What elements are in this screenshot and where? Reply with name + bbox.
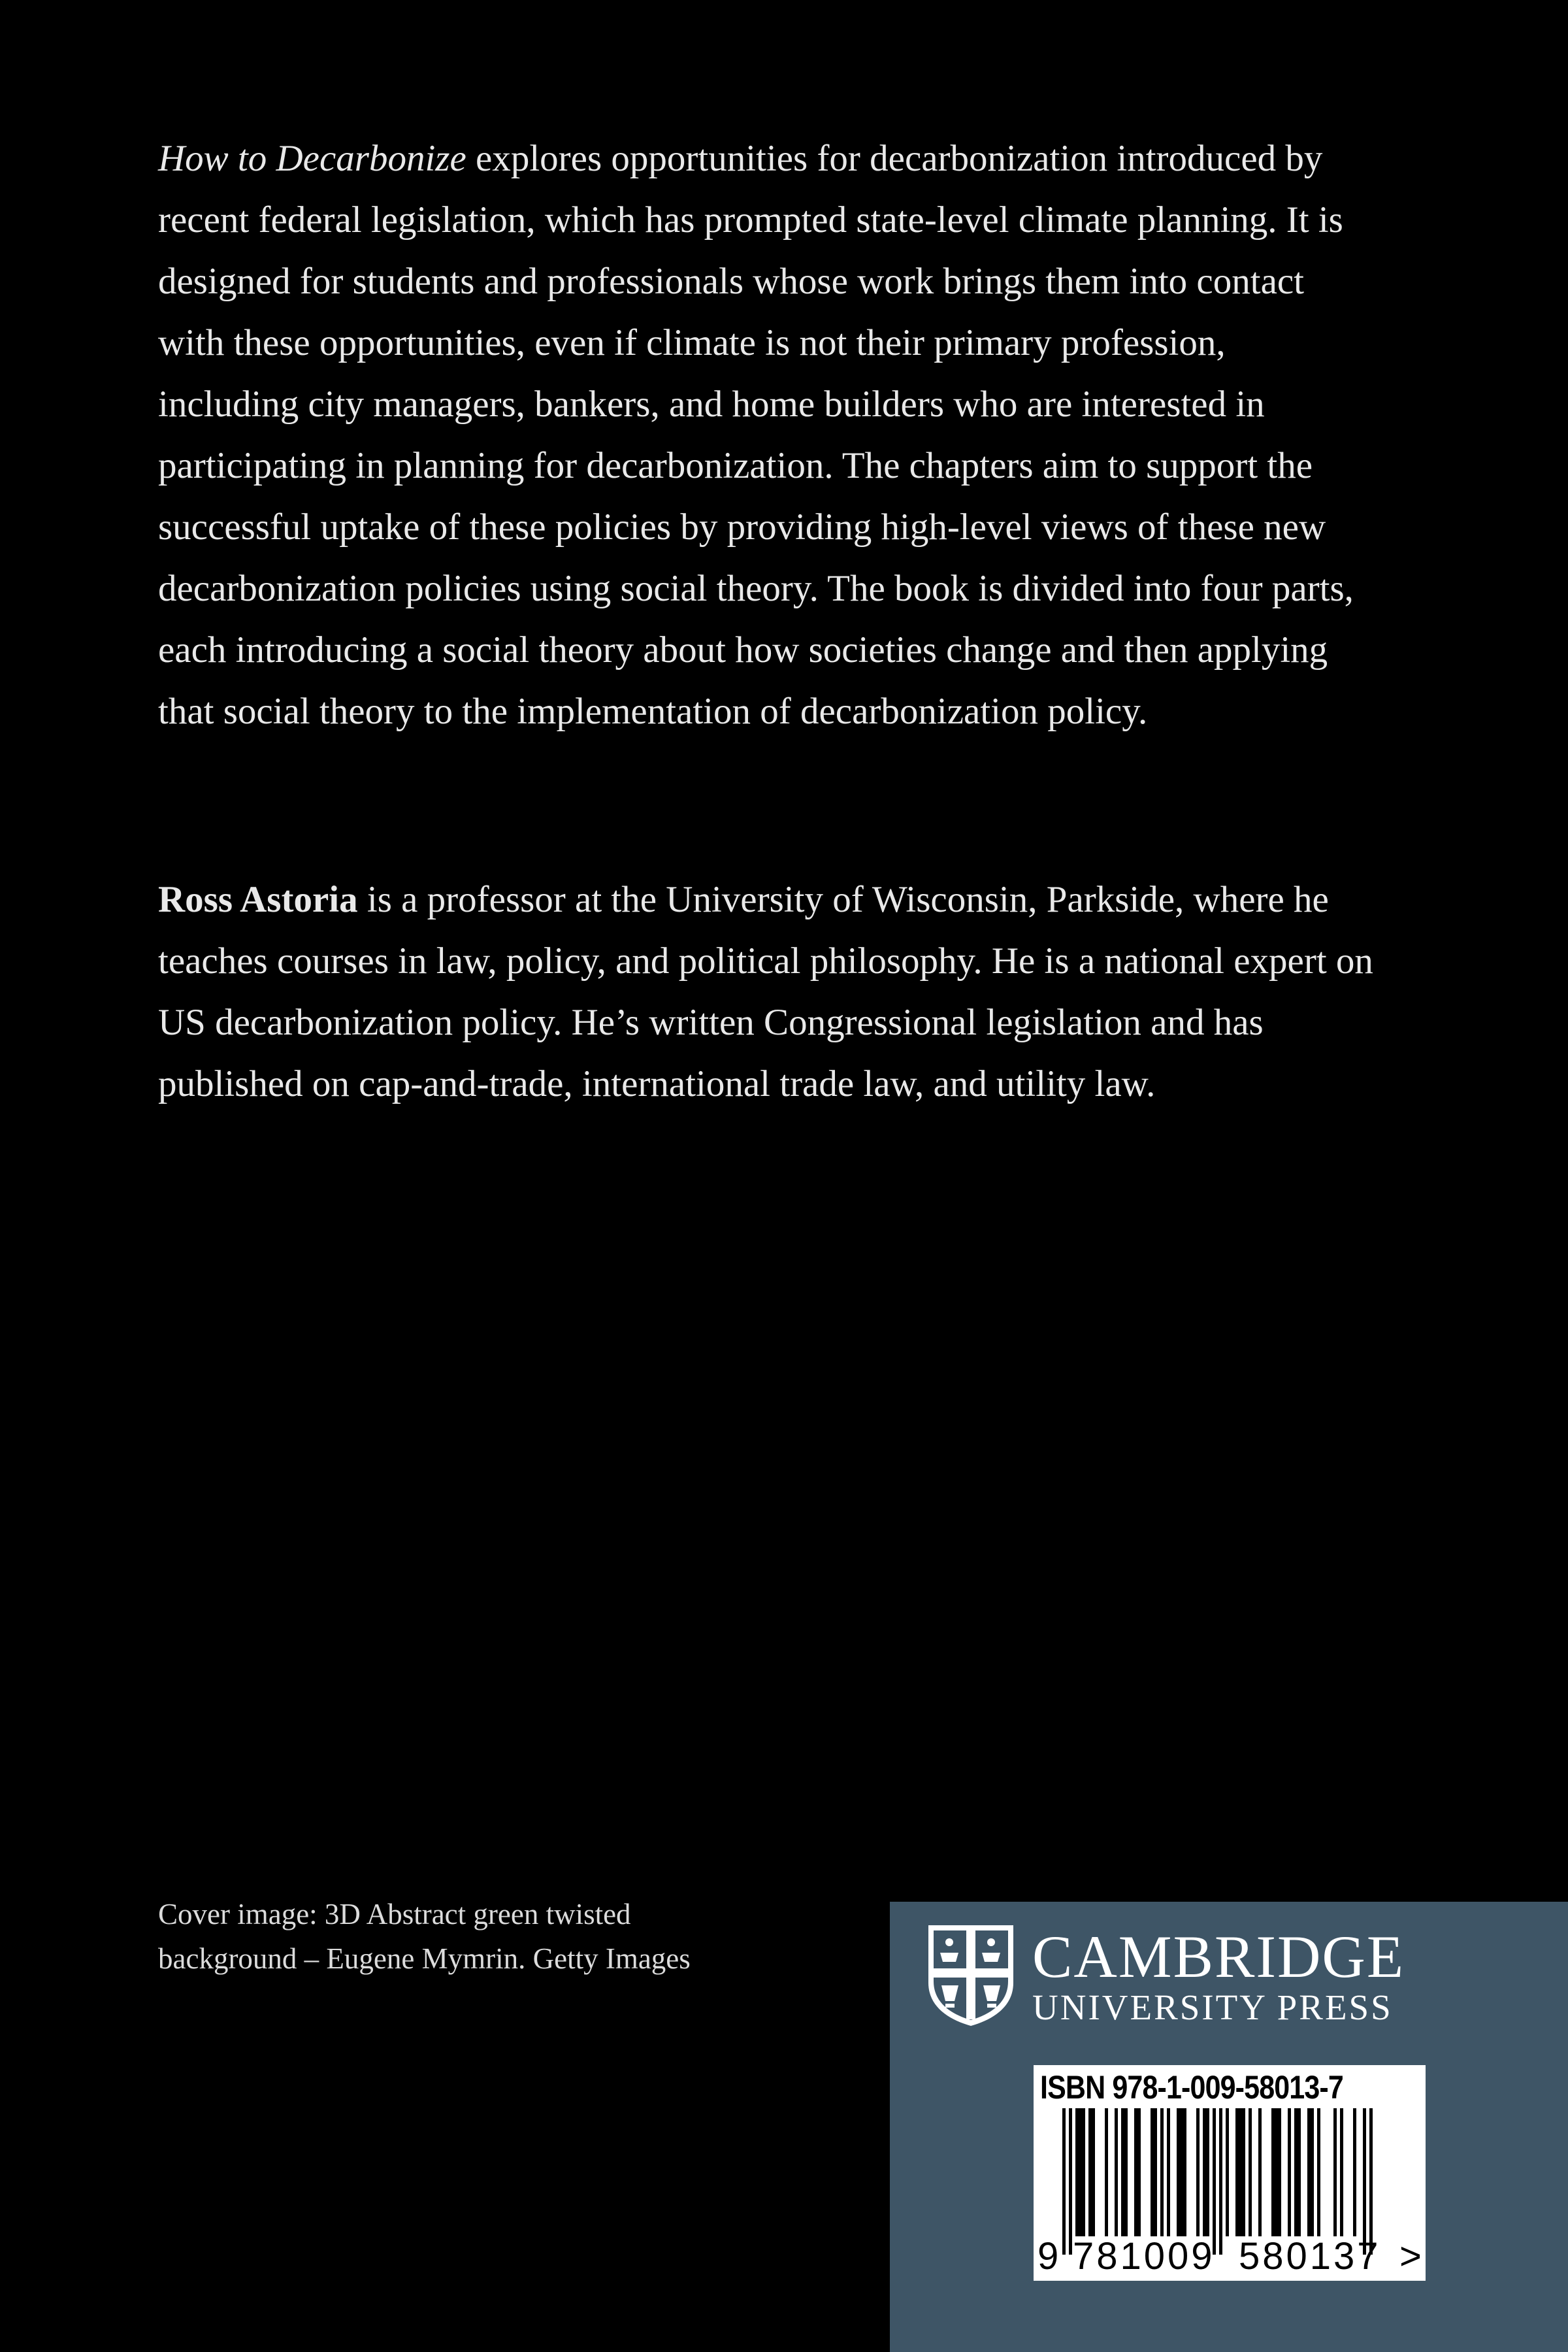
- barcode-bar: [1298, 2108, 1301, 2236]
- barcode-bar: [1307, 2108, 1311, 2236]
- barcode-bar: [1160, 2108, 1164, 2236]
- barcode-bar: [1092, 2108, 1095, 2236]
- credit-line-2: background – Eugene Mymrin. Getty Images: [158, 1942, 691, 1975]
- barcode-digit-first: 9: [1037, 2235, 1059, 2277]
- cambridge-crest-icon: [926, 1923, 1016, 2027]
- barcode-bar: [1242, 2108, 1245, 2236]
- barcode-digits-right: 580137: [1239, 2235, 1381, 2277]
- barcode-bar: [1137, 2108, 1141, 2236]
- barcode-digits-left: 781009: [1073, 2235, 1215, 2277]
- barcode-bar: [1275, 2108, 1278, 2236]
- book-description-text: explores opportunities for decarbonization introduced by recent federal legislation, which has prompted state-level climate planning. It is designed for students and professionals whose work brings them into contact with these opportunities, even if climate is not their primary profession, including city managers, bankers, and home builders who are interested in participating in planning for decarbonization. The chapters aim to support the successful uptake of these policies by providing high-level views of these new decarbonization policies using social theory. The book is divided into four parts, each introducing a social theory about how societies change and then applying that social theory to the implementation of decarbonization policy.: [158, 138, 1354, 732]
- barcode-bar: [1271, 2108, 1275, 2236]
- barcode-bar: [1249, 2108, 1252, 2236]
- barcode-bar: [1177, 2108, 1180, 2236]
- credit-line-1: Cover image: 3D Abstract green twisted: [158, 1898, 631, 1930]
- book-description: [158, 128, 1373, 742]
- barcode-bar: [1340, 2108, 1343, 2236]
- author-bio-text: is a professor at the University of Wisconsin, Parkside, where he teaches courses in law, policy, and political philosophy. He is a national expert on US decarbonization policy. He’s written Congressional legislation and has published on cap-and-trade, international trade law, and utility law.: [158, 879, 1373, 1104]
- barcode-bar: [1235, 2108, 1239, 2236]
- barcode-bar: [1278, 2108, 1281, 2236]
- barcode-bar: [1079, 2108, 1082, 2236]
- publisher-panel: [890, 1902, 1568, 2352]
- barcode-bar: [1088, 2108, 1092, 2236]
- barcode-digits: [1034, 2234, 1426, 2279]
- isbn-barcode: [1034, 2065, 1426, 2281]
- barcode-bar: [1353, 2108, 1356, 2236]
- cover-image-credit: [158, 1892, 811, 1981]
- barcode-bar: [1121, 2108, 1124, 2236]
- publisher-name-line-2: UNIVERSITY PRESS: [1032, 1987, 1393, 2027]
- isbn-label: ISBN 978-1-009-58013-7: [1040, 2069, 1343, 2106]
- barcode-bar: [1183, 2108, 1186, 2236]
- barcode-bar: [1333, 2108, 1337, 2236]
- barcode-bar: [1124, 2108, 1128, 2236]
- barcode-guard-bar: [1369, 2108, 1373, 2255]
- barcode-guard-bar: [1213, 2108, 1216, 2255]
- barcode-bar: [1151, 2108, 1154, 2236]
- barcode-guard-bar: [1363, 2108, 1366, 2255]
- barcode-bar: [1105, 2108, 1108, 2236]
- barcode-bar: [1196, 2108, 1200, 2236]
- barcode-bar: [1239, 2108, 1242, 2236]
- barcode-bar: [1115, 2108, 1118, 2236]
- barcode-bar: [1203, 2108, 1206, 2236]
- barcode-bar: [1294, 2108, 1298, 2236]
- barcode-bar: [1154, 2108, 1157, 2236]
- author-bio: [158, 869, 1386, 1115]
- barcode-bar: [1075, 2108, 1079, 2236]
- barcode-quiet-zone-mark: >: [1399, 2235, 1422, 2277]
- barcode-bar: [1167, 2108, 1170, 2236]
- barcode-bar: [1082, 2108, 1085, 2236]
- barcode-bar: [1134, 2108, 1137, 2236]
- barcode-bar: [1180, 2108, 1183, 2236]
- publisher-name-line-1: CAMBRIDGE: [1032, 1923, 1405, 1990]
- book-title-italic: How to Decarbonize: [158, 138, 466, 179]
- author-name: Ross Astoria: [158, 879, 358, 920]
- barcode-bar: [1311, 2108, 1314, 2236]
- barcode-bar: [1206, 2108, 1209, 2236]
- publisher-name: [1032, 1925, 1405, 2027]
- barcode-bar: [1258, 2108, 1262, 2236]
- barcode-bar: [1288, 2108, 1291, 2236]
- barcode-bar: [1226, 2108, 1229, 2236]
- barcode-guard-bar: [1069, 2108, 1072, 2255]
- barcode-bar: [1317, 2108, 1320, 2236]
- barcode-guard-bar: [1062, 2108, 1066, 2255]
- barcode-guard-bar: [1219, 2108, 1222, 2255]
